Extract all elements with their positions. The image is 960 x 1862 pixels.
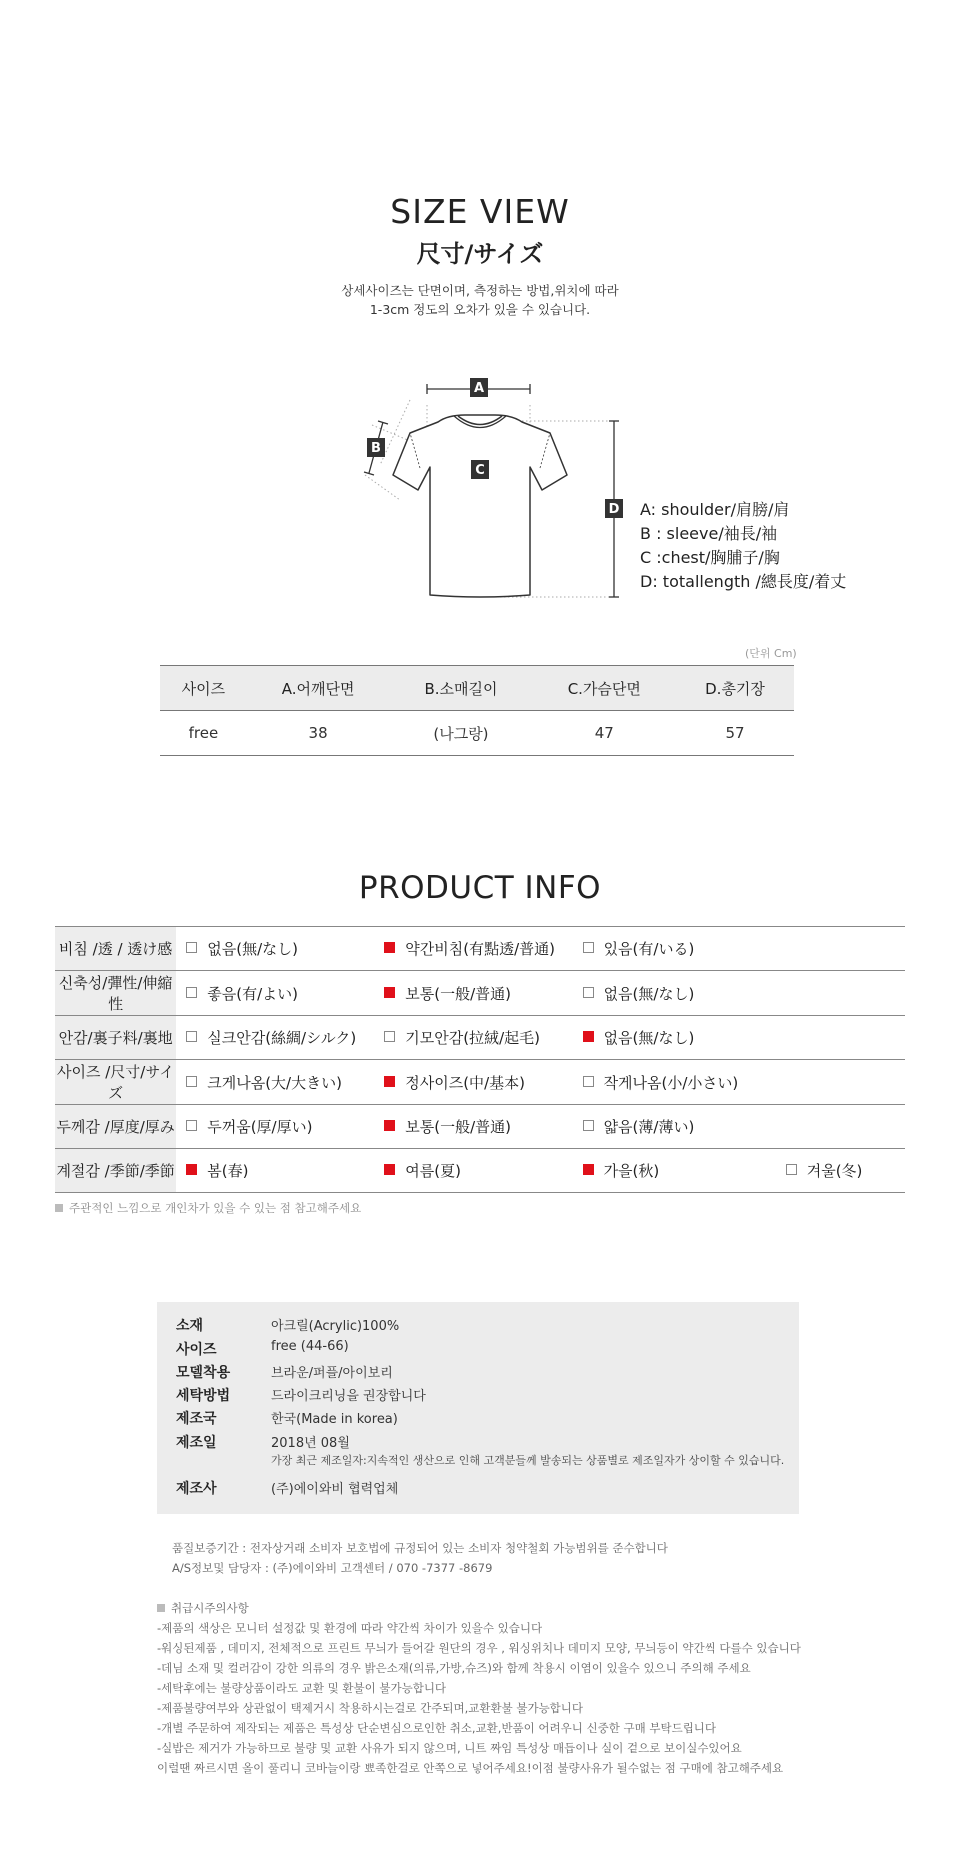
legend-sleeve: B : sleeve/袖長/袖 xyxy=(640,524,778,543)
bullet-square-icon xyxy=(55,1204,63,1212)
care-line: -개별 주문하여 제작되는 제품은 특성상 단순변심으로인한 취소,교환,반품이 어려우니 신중한 구매 부탁드립니다 xyxy=(157,1721,717,1735)
unchecked-box-icon xyxy=(186,1076,197,1087)
info-option xyxy=(176,971,374,1016)
info-row-label: 신축성/彈性/伸縮性 xyxy=(55,971,176,1016)
table-row xyxy=(55,1149,905,1193)
care-line: -워싱된제품 , 데미지, 전체적으로 프린트 무늬가 들어갈 원단의 경우 , 워싱위치나 데미지 모양, 무늬등이 약간씩 다를수 있습니다 xyxy=(157,1641,801,1655)
info-row-spacer xyxy=(776,1105,905,1149)
table-row xyxy=(160,711,794,756)
info-option xyxy=(573,927,776,971)
header-chest: C.가슴단면 xyxy=(533,666,677,711)
info-option xyxy=(176,1105,374,1149)
info-option xyxy=(573,1105,776,1149)
spec-wash-value: 드라이크리닝을 권장합니다 xyxy=(271,1389,426,1404)
spec-country-value: 한국(Made in korea) xyxy=(271,1412,398,1427)
table-row xyxy=(55,927,905,971)
spec-model-value: 브라운/퍼플/아이보리 xyxy=(271,1366,393,1381)
spec-date-value: 2018년 08월 xyxy=(271,1436,350,1451)
info-option-label: 없음(無/なし) xyxy=(207,940,298,958)
cell-length: 57 xyxy=(676,711,794,756)
info-option-label: 얇음(薄/薄い) xyxy=(603,1118,695,1136)
care-line: -제품의 색상은 모니터 설정값 및 환경에 따라 약간씩 차이가 있을수 있습니다 xyxy=(157,1621,543,1635)
spec-model-label: 모델착용 xyxy=(176,1365,231,1381)
product-info-note xyxy=(55,1200,361,1216)
info-option xyxy=(573,1060,776,1105)
table-row xyxy=(55,971,905,1016)
spec-maker-value: (주)에이와비 협력업체 xyxy=(271,1482,399,1497)
care-line: -실밥은 제거가 가능하므로 불량 및 교환 사유가 되지 않으며, 니트 짜임 특성상 매듭이나 실이 겉으로 보이실수있어요 xyxy=(157,1741,742,1755)
care-line: -제품불량여부와 상관없이 택제거시 착용하시는걸로 간주되며,교환환불 불가능합니다 xyxy=(157,1701,584,1715)
info-option-label: 가을(秋) xyxy=(603,1162,660,1180)
info-option xyxy=(176,1016,374,1060)
legend-shoulder: A: shoulder/肩膀/肩 xyxy=(640,500,790,519)
care-line: -세탁후에는 불량상품이라도 교환 및 환불이 불가능합니다 xyxy=(157,1681,447,1695)
info-option-label: 두꺼움(厚/厚い) xyxy=(207,1118,313,1136)
spec-material-label: 소재 xyxy=(176,1318,204,1334)
info-option xyxy=(573,971,776,1016)
checked-box-icon xyxy=(384,942,395,953)
header-length: D.총기장 xyxy=(676,666,794,711)
spec-size-value: free (44-66) xyxy=(271,1339,349,1354)
checked-box-icon xyxy=(384,1164,395,1175)
info-option-label: 없음(無/なし) xyxy=(603,1029,695,1047)
info-option-label: 정사이즈(中/基本) xyxy=(405,1073,525,1092)
unchecked-box-icon xyxy=(583,942,594,953)
unchecked-box-icon xyxy=(786,1164,797,1175)
warranty-text: 품질보증기간 : 전자상거래 소비자 보호법에 규정되어 있는 소비자 청약철회 가능범위를 준수합니다 xyxy=(172,1541,668,1555)
unchecked-box-icon xyxy=(583,1120,594,1131)
care-line: 이럴땐 짜르시면 올이 풀리니 코바늘이랑 뾰족한걸로 안쪽으로 넣어주세요!이점 불량사유가 될수없는 점 구매에 참고해주세요 xyxy=(157,1761,784,1775)
info-option xyxy=(374,971,572,1016)
care-title-text: 취급시주의사항 xyxy=(171,1601,249,1615)
as-info-text: A/S정보및 담당자 : (주)에이와비 고객센터 / 070 -7377 -8679 xyxy=(172,1561,493,1575)
info-option-label: 실크안감(絲綢/シルク) xyxy=(207,1029,357,1047)
info-row-spacer xyxy=(776,1060,905,1105)
size-view-title: SIZE VIEW xyxy=(390,192,570,231)
info-row-spacer xyxy=(776,927,905,971)
unchecked-box-icon xyxy=(186,1031,197,1042)
bullet-square-icon xyxy=(157,1604,165,1612)
info-option xyxy=(176,1060,374,1105)
spec-date-note: 가장 최근 제조일자:지속적인 생산으로 인해 고객분들께 발송되는 상품별로 제조일자가 상이할 수 있습니다. xyxy=(271,1454,785,1467)
info-option-label: 봄(春) xyxy=(207,1162,249,1180)
info-option xyxy=(176,1149,374,1193)
marker-c: C xyxy=(475,463,485,478)
product-info-table xyxy=(55,926,905,1193)
unit-label: (단위 Cm) xyxy=(745,647,797,660)
cell-shoulder: 38 xyxy=(247,711,390,756)
unchecked-box-icon xyxy=(583,987,594,998)
size-table xyxy=(160,665,794,756)
checked-box-icon xyxy=(583,1031,594,1042)
info-option-label: 약간비침(有點透/普通) xyxy=(405,940,555,958)
table-row xyxy=(55,1060,905,1105)
info-option-label: 있음(有/いる) xyxy=(603,940,695,958)
marker-d: D xyxy=(608,502,620,517)
info-option-label: 없음(無/なし) xyxy=(603,984,695,1003)
legend-chest: C :chest/胸脯子/胸 xyxy=(640,548,780,567)
cell-chest: 47 xyxy=(533,711,677,756)
spec-wash-label: 세탁방법 xyxy=(176,1388,231,1404)
header-shoulder: A.어깨단면 xyxy=(247,666,390,711)
product-info-title: PRODUCT INFO xyxy=(358,870,602,906)
care-title xyxy=(157,1600,249,1616)
info-option xyxy=(374,927,572,971)
info-option-label: 보통(一般/普通) xyxy=(405,1118,511,1136)
table-row xyxy=(55,1016,905,1060)
checked-box-icon xyxy=(384,1076,395,1087)
info-option-label: 크게나옴(大/大きい) xyxy=(207,1073,342,1092)
care-line: -데님 소재 및 컬러감이 강한 의류의 경우 밝은소재(의류,가방,슈즈)와 함께 착용시 이염이 있을수 있으니 주의해 주세요 xyxy=(157,1661,751,1675)
info-option xyxy=(374,1105,572,1149)
legend-total-length: D: totallength /總長度/着丈 xyxy=(640,572,847,591)
info-option xyxy=(374,1060,572,1105)
checked-box-icon xyxy=(384,987,395,998)
cell-sleeve: (나그랑) xyxy=(389,711,532,756)
header-size: 사이즈 xyxy=(160,666,247,711)
product-info-note-text: 주관적인 느낌으로 개인차가 있을 수 있는 점 참고해주세요 xyxy=(69,1201,362,1215)
info-option xyxy=(374,1016,572,1060)
size-view-subtitle: 尺寸/サイズ xyxy=(416,240,544,268)
info-option-label: 좋음(有/よい) xyxy=(207,984,298,1003)
marker-a: A xyxy=(473,381,485,396)
info-option-label: 여름(夏) xyxy=(405,1162,461,1180)
info-row-label: 계절감 /季節/季節 xyxy=(55,1149,176,1193)
info-option xyxy=(176,927,374,971)
info-row-label: 비침 /透 / 透け感 xyxy=(55,927,176,971)
table-row xyxy=(55,1105,905,1149)
cell-size: free xyxy=(160,711,247,756)
checked-box-icon xyxy=(583,1164,594,1175)
info-row-label: 안감/裏子料/裏地 xyxy=(55,1016,176,1060)
spec-size-label: 사이즈 xyxy=(176,1342,217,1358)
spec-date-label: 제조일 xyxy=(176,1435,217,1451)
info-option xyxy=(573,1149,776,1193)
info-option-label: 기모안감(拉絨/起毛) xyxy=(405,1029,540,1047)
unchecked-box-icon xyxy=(186,1120,197,1131)
spec-material-value: 아크릴(Acrylic)100% xyxy=(271,1319,400,1334)
info-option-label: 겨울(冬) xyxy=(806,1162,863,1180)
size-note-line2: 1-3cm 정도의 오차가 있을 수 있습니다. xyxy=(369,302,591,317)
info-row-label: 사이즈 /尺寸/サイズ xyxy=(55,1060,176,1105)
spec-country-label: 제조국 xyxy=(176,1411,217,1427)
info-option xyxy=(374,1149,572,1193)
unchecked-box-icon xyxy=(384,1031,395,1042)
info-row-label: 두께감 /厚度/厚み xyxy=(55,1105,176,1149)
size-note-line1: 상세사이즈는 단면이며, 측정하는 방법,위치에 따라 xyxy=(341,283,619,298)
header-sleeve: B.소매길이 xyxy=(389,666,532,711)
size-table-header xyxy=(160,666,794,711)
info-row-spacer xyxy=(776,971,905,1016)
unchecked-box-icon xyxy=(186,987,197,998)
info-row-spacer xyxy=(776,1016,905,1060)
marker-b: B xyxy=(371,441,381,456)
info-option-label: 작게나옴(小/小さい) xyxy=(603,1073,739,1092)
tshirt-size-diagram xyxy=(350,375,630,609)
info-option-label: 보통(一般/普通) xyxy=(405,984,511,1003)
checked-box-icon xyxy=(186,1164,197,1175)
tshirt-diagram-svg xyxy=(350,375,630,605)
unchecked-box-icon xyxy=(186,942,197,953)
info-option xyxy=(776,1149,905,1193)
spec-maker-label: 제조사 xyxy=(176,1481,217,1497)
info-option xyxy=(573,1016,776,1060)
checked-box-icon xyxy=(384,1120,395,1131)
unchecked-box-icon xyxy=(583,1076,594,1087)
